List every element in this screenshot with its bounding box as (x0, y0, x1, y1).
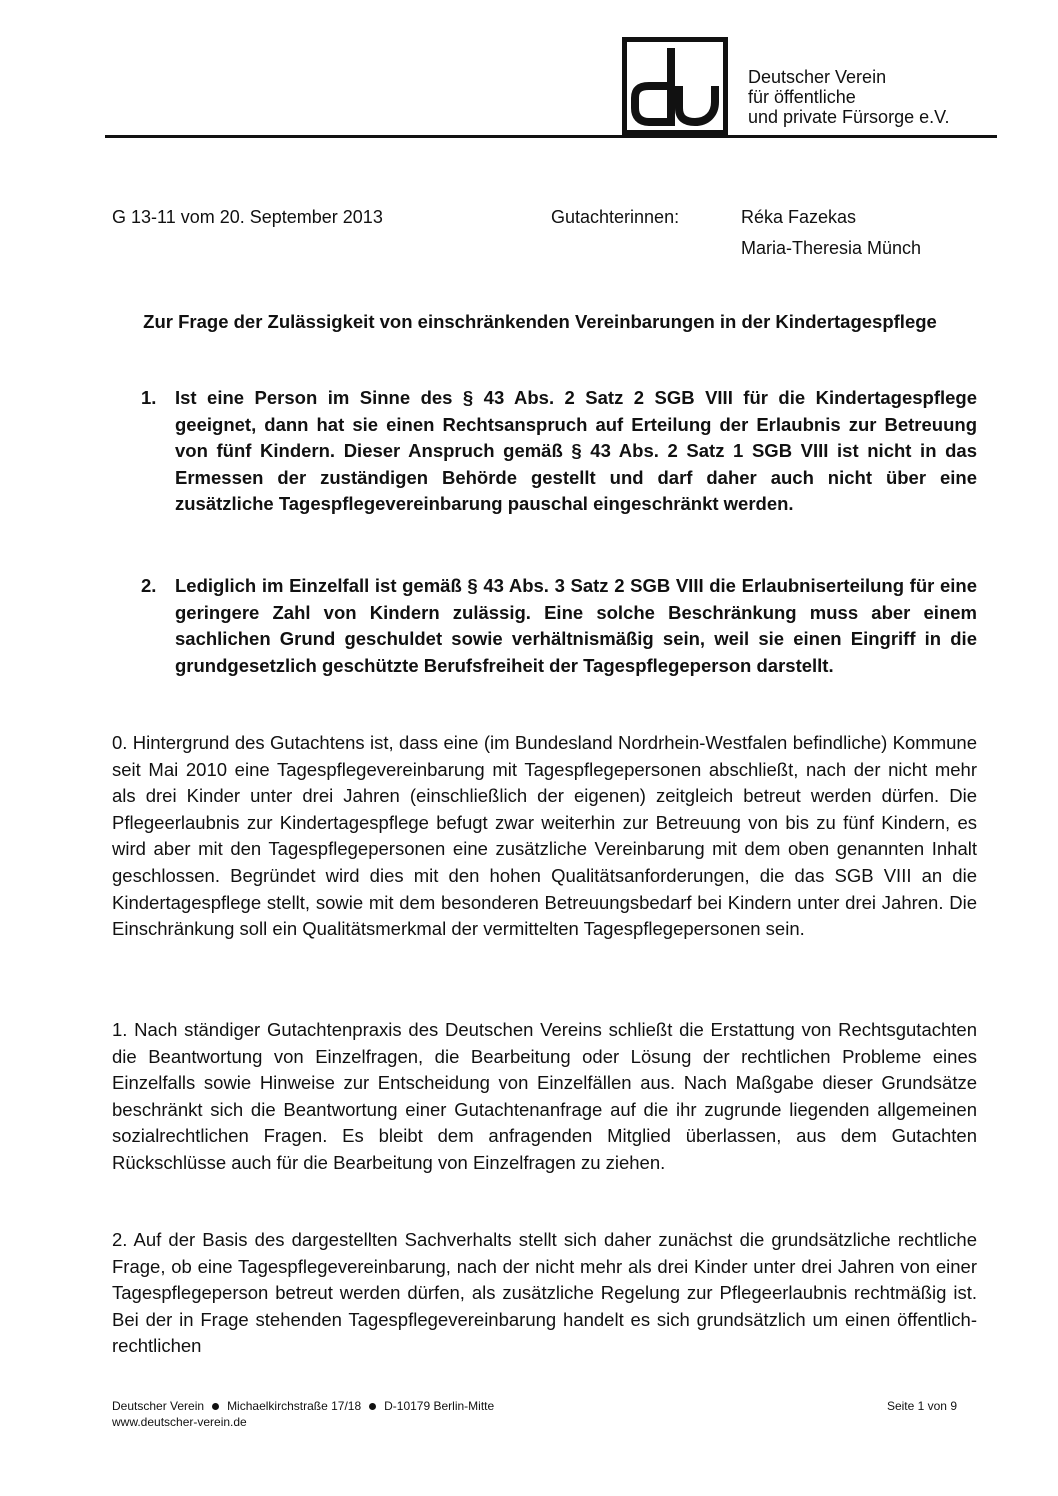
experts-label: Gutachterinnen: (551, 207, 680, 227)
thesis-number: 1. (141, 387, 157, 408)
thesis-number: 2. (141, 575, 157, 596)
bullet-icon (212, 1403, 219, 1410)
reference-number: G 13-11 vom 20. September 2013 (112, 207, 383, 227)
dv-logo (622, 37, 728, 135)
experts-list (741, 202, 921, 264)
body-paragraph: 0. Hintergrund des Gutachtens ist, dass eine (im Bundesland Nordrhein-Westfalen befindliche) Kommune seit Mai 2010 eine Tagespflegevereinbarung mit Tagespflegepersonen abschließt, nach der nicht mehr als drei Kinder unter drei Jahren (einschließlich der eigenen) zeitgleich betreut werden dürfen. Die Pflegeerlaubnis zur Kindertagespflege befugt zwar weiterhin zur Betreuung von bis zu fünf Kindern, es wird aber mit den Tagespflegepersonen eine zusätzliche Vereinbarung mit dem oben genannten Inhalt geschlossen. Begründet wird dies mit den hohen Qualitätsanforderungen, die das SGB VIII an die Kindertagespflege stellt, sowie mit dem besonderen Betreuungsbedarf bei Kindern unter drei Jahren. Die Einschränkung soll ein Qualitätsmerkmal der vermittelten Tagespflegepersonen sein. (112, 732, 977, 940)
thesis-text: Lediglich im Einzelfall ist gemäß § 43 Abs. 3 Satz 2 SGB VIII die Erlaubniserteilung für eine geringere Zahl von Kindern zulässig. Eine solche Beschränkung muss aber einem sachlichen Grund geschuldet sowie verhältnismäßig sein, weil sie einen Eingriff in die grundgesetzlich geschützte Berufsfreiheit der Tagespflegeperson darstellt. (175, 575, 977, 676)
organization-name (748, 67, 949, 127)
expert-name: Réka Fazekas (741, 207, 857, 227)
org-line-3: und private Fürsorge e.V. (748, 107, 950, 127)
thesis-item (141, 573, 977, 679)
page-number: Seite 1 von 9 (886, 1399, 957, 1413)
expert-name: Maria-Theresia Münch (741, 238, 922, 258)
body-paragraph: 1. Nach ständiger Gutachtenpraxis des Deutschen Vereins schließt die Erstattung von Rechtsgutachten die Beantwortung von Einzelfragen, die Bearbeitung oder Lösung der rechtlichen Probleme eines Einzelfalls sowie Hinweise zur Entscheidung von Einzelfällen aus. Nach Maßgabe dieser Grundsätze beschränkt sich die Beantwortung einer Gutachtenanfrage auf die ihr zugrunde liegenden allgemeinen sozialrechtlichen Fragen. Es bleibt dem anfragenden Mitglied überlassen, aus dem Gutachten Rückschlüsse auch für die Bearbeitung von Einzelfragen zu ziehen. (112, 1019, 977, 1173)
thesis-item (141, 385, 977, 518)
page-footer (112, 1398, 957, 1430)
footer-city: D-10179 Berlin-Mitte (384, 1399, 495, 1413)
org-line-1: Deutscher Verein (748, 67, 887, 87)
footer-website: www.deutscher-verein.de (112, 1415, 247, 1429)
bullet-icon (369, 1403, 376, 1410)
header-rule (105, 135, 997, 138)
document-title: Zur Frage der Zulässigkeit von einschränkenden Vereinbarungen in der Kindertagespflege (143, 311, 937, 332)
footer-street: Michaelkirchstraße 17/18 (227, 1399, 362, 1413)
footer-address (112, 1398, 957, 1414)
thesis-text: Ist eine Person im Sinne des § 43 Abs. 2 Satz 2 SGB VIII für die Kindertagespflege geeignet, dann hat sie einen Rechtsanspruch auf Erteilung der Erlaubnis zur Betreuung von fünf Kindern. Dieser Anspruch gemäß § 43 Abs. 2 Satz 1 SGB VIII ist nicht in das Ermessen der zuständigen Behörde gestellt und darf daher auch nicht über eine zusätzliche Tagespflegevereinbarung pauschal eingeschränkt werden. (175, 387, 977, 515)
footer-org: Deutscher Verein (112, 1399, 205, 1413)
body-paragraph: 2. Auf der Basis des dargestellten Sachverhalts stellt sich daher zunächst die grundsätzliche rechtliche Frage, ob eine Tagespflegevereinbarung, nach der nicht mehr als drei Kinder unter drei Jahren von einer Tagespflegeperson betreut werden dürfen, als zusätzliche Regelung zur Pflegeerlaubnis rechtmäßig ist. Bei der in Frage stehenden Tagespflegevereinbarung handelt es sich grundsätzlich um einen öffentlich-rechtlichen (112, 1229, 977, 1357)
org-line-2: für öffentliche (748, 87, 856, 107)
